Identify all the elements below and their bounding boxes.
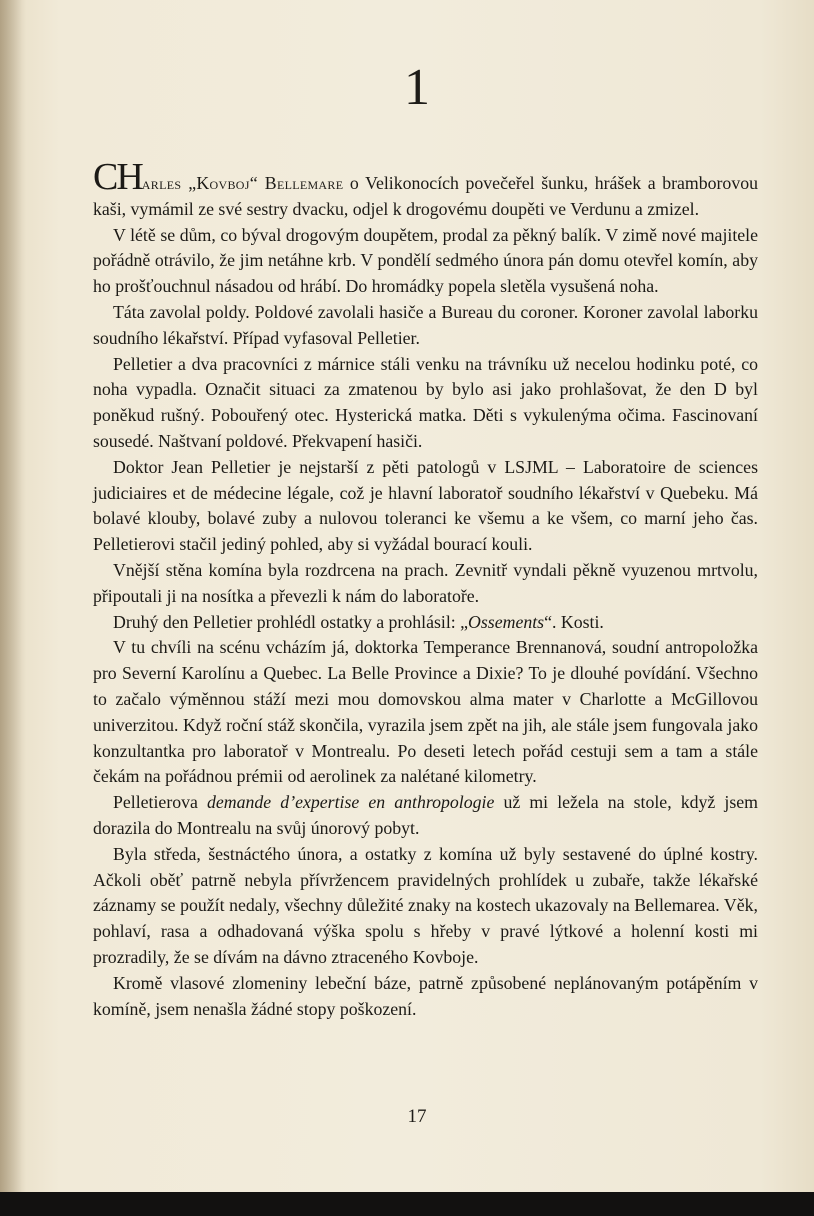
- paragraph: Táta zavolal poldy. Poldové zavolali hasiče a Bureau du coroner. Koroner zavolal laborku soudního lékařství. Případ vyfasoval Pelletier.: [93, 301, 758, 348]
- demande-italic: demande d’expertise en anthropologie: [207, 792, 495, 813]
- chapter-number: 1: [404, 59, 430, 116]
- character-name: arles „Kovboj“ Bellemare: [141, 173, 344, 193]
- ossements-italic: Ossements: [468, 611, 545, 632]
- paragraph-opening: [93, 158, 758, 223]
- paragraph: Kromě vlasové zlomeniny lebeční báze, patrně způsobené neplánovaným potápěním v komíně, jsem nenašla žádné stopy poškození.: [93, 972, 758, 1019]
- drop-cap: CH: [93, 156, 142, 198]
- paragraph: V tu chvíli na scénu vcházím já, doktorka Temperance Brennanová, soudní antropoložka pro Severní Karolínu a Quebec. La Belle Province a Dixie? To je dlouhé povídání. Všechno to začalo výměnnou stáží mezi mou domovskou alma mater v Charlotte a McGillovou univerzitou. Když roční stáž skončila, vyrazila jsem zpět na jih, ale stále jsem fungovala jako konzultantka pro laboratoř v Montrealu. Po deseti letech pořád cestuji sem a tam a stále čekám na pořádnou prémii od aerolinek za nalétané kilometry.: [93, 637, 758, 787]
- opening-text: o Velikonocích povečeřel šunku, hrášek a bramborovou kaši, vymámil ze své sestry dvacku, odjel k drogovému doupěti ve Verdunu a zmizel.: [93, 173, 758, 219]
- paragraph: V létě se dům, co býval drogovým doupětem, prodal za pěkný balík. V zimě nové majitele pořádně otrávilo, že jim netáhne krb. V pondělí sedmého února pán domu otevřel komín, aby ho prošťouchnul násadou od hrábí. Do hromádky popela sletěla vysušená noha.: [93, 224, 758, 297]
- paragraph: Vnější stěna komína byla rozdrcena na prach. Zevnitř vyndali pěkně vyuzenou mrtvolu, připoutali ji na nosítka a převezli k nám do laboratoře.: [93, 559, 758, 606]
- ossements-after: “. Kosti.: [544, 611, 604, 632]
- chapter-text: [93, 158, 758, 1022]
- paragraph-demande: [93, 790, 758, 842]
- scan-bottom-edge: [0, 1192, 814, 1216]
- paragraph: Doktor Jean Pelletier je nejstarší z pěti patologů v LSJML – Laboratoire de sciences judiciaires et de médecine légale, což je hlavní laboratoř soudního lékařství v Quebeku. Má bolavé klouby, bolavé zuby a nulovou toleranci ke všemu a ke všem, co marní jeho čas. Pelletierovi stačil jediný pohled, aby si vyžádal bourací kouli.: [93, 456, 758, 555]
- demande-before: Pelletierova: [113, 792, 208, 813]
- paragraph: Pelletier a dva pracovníci z márnice stáli venku na trávníku už necelou hodinku poté, co noha vypadla. Označit situaci za zmatenou by bylo asi jako prohlašovat, že den D byl poněkud rušný. Pobouřený otec. Hysterická matka. Děti s vykulenýma očima. Fascinovaní sousedé. Naštvaní poldové. Překvapení hasiči.: [93, 353, 758, 451]
- paragraph: Byla středa, šestnáctého února, a ostatky z komína už byly sestavené do úplné kostry. Ačkoli oběť patrně nebyla přívržencem pravidelných prohlídek u zubaře, takže lékařské záznamy se použít nedaly, všechny důležité znaky na kostech ukazovaly na Bellemarea. Věk, pohlaví, rasa a odhadovaná výška spolu s hřeby v pravé lýtkové a holenní kosti mi prozradily, že se dívám na dávno ztraceného Kovboje.: [93, 843, 758, 967]
- demande-after: už mi ležela na stole, když jsem dorazila do Montrealu na svůj únorový pobyt.: [93, 792, 758, 838]
- page-number: 17: [407, 1106, 427, 1127]
- ossements-before: Druhý den Pelletier prohlédl ostatky a prohlásil: „: [113, 611, 469, 632]
- page-gutter-shadow: [0, 0, 26, 1192]
- paragraph-ossements: [93, 610, 758, 636]
